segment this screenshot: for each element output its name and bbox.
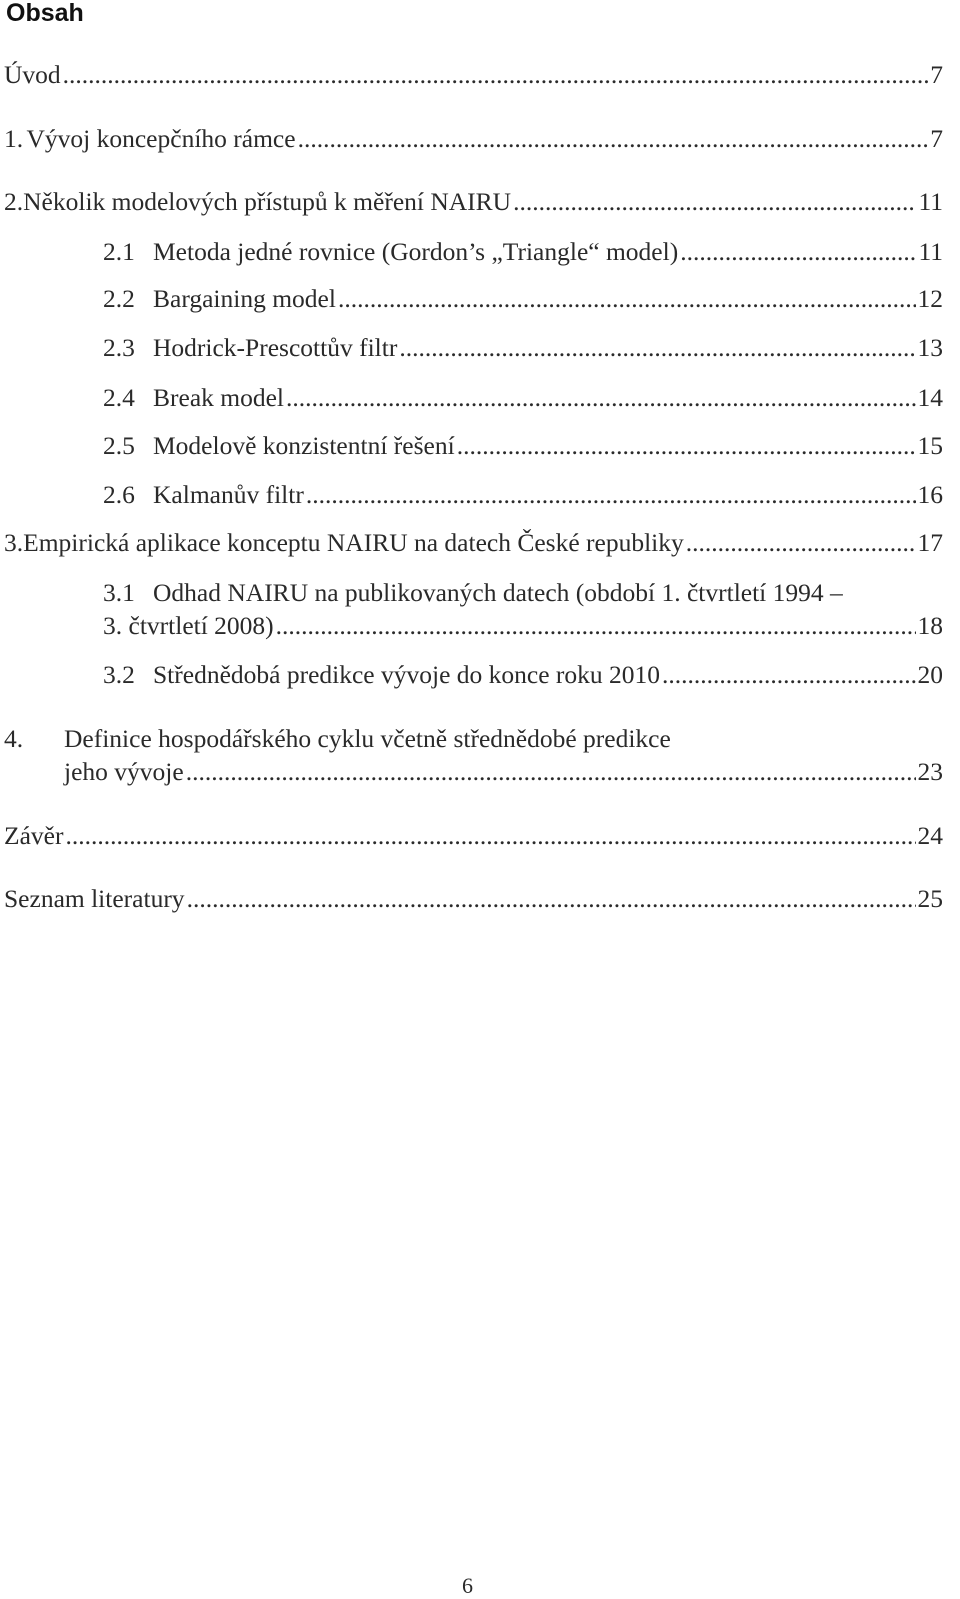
dot-leader (686, 528, 916, 558)
toc-entry-label: Empirická aplikace konceptu NAIRU na datech České republiky (23, 528, 684, 557)
toc-entry-zaver[interactable] (4, 821, 943, 851)
toc-entry-label: Střednědobá predikce vývoje do konce roku 2010 (153, 660, 661, 689)
toc-entry-page: 12 (917, 284, 943, 313)
dot-leader (306, 480, 916, 510)
toc-entry-number: 2.1 (103, 237, 135, 266)
page-title: Obsah (6, 0, 84, 27)
toc-entry-label: Kalmanův filtr (153, 480, 304, 509)
toc-entry-section-2-6[interactable] (103, 480, 943, 510)
toc-entry-label: Break model (153, 383, 284, 412)
toc-entry-label: Bargaining model (153, 284, 336, 313)
toc-entry-label: Odhad NAIRU na publikovaných datech (období 1. čtvrtletí 1994 – (153, 578, 843, 607)
toc-entry-number: 4. (4, 724, 24, 753)
page-number: 6 (462, 1573, 473, 1598)
dot-leader (187, 884, 916, 914)
toc-entry-label: Hodrick-Prescottův filtr (153, 333, 398, 362)
toc-entry-number: 2.4 (103, 383, 135, 412)
toc-entry-section-3-1[interactable] (103, 611, 943, 641)
dot-leader (186, 757, 916, 787)
toc-entry-uvod[interactable] (4, 60, 943, 90)
dot-leader (276, 611, 916, 641)
toc-entry-label: Několik modelových přístupů k měření NAIRU (23, 187, 512, 216)
dot-leader (65, 821, 915, 851)
toc-entry-page: 23 (917, 757, 943, 786)
toc-entry-section-2-5[interactable] (103, 431, 943, 461)
toc-entry-chapter-3[interactable] (4, 528, 943, 558)
toc-entry-page: 15 (917, 431, 943, 460)
dot-leader (513, 187, 916, 217)
toc-entry-page: 14 (917, 383, 943, 412)
toc-entry-number: 2. (4, 187, 24, 216)
toc-entry-page: 13 (917, 333, 943, 362)
toc-entry-label: Definice hospodářského cyklu včetně střednědobé predikce (64, 724, 671, 753)
dot-leader (338, 284, 916, 314)
dot-leader (662, 660, 915, 690)
toc-entry-number: 3.2 (103, 660, 135, 689)
toc-entry-chapter-4-line1[interactable] (4, 724, 671, 754)
dot-leader (399, 333, 915, 363)
dot-leader (63, 60, 929, 90)
toc-entry-number: 2.2 (103, 284, 135, 313)
toc-entry-chapter-2[interactable] (4, 187, 943, 217)
toc-entry-number: 1. (4, 124, 24, 153)
toc-entry-label: Závěr (4, 821, 64, 850)
toc-entry-number: 2.6 (103, 480, 135, 509)
toc-entry-page: 18 (917, 611, 943, 640)
toc-entry-section-2-1[interactable] (103, 237, 943, 267)
toc-entry-number: 3. (4, 528, 24, 557)
toc-entry-page: 20 (917, 660, 943, 689)
toc-entry-chapter-4[interactable] (64, 757, 943, 787)
toc-entry-section-2-4[interactable] (103, 383, 943, 413)
toc-entry-label: Metoda jedné rovnice (Gordon’s „Triangle“ model) (153, 237, 679, 266)
toc-entry-label: Seznam literatury (4, 884, 185, 913)
toc-entry-label-cont: jeho vývoje (64, 757, 184, 786)
toc-entry-number: 2.5 (103, 431, 135, 460)
dot-leader (298, 124, 929, 154)
toc-entry-page: 16 (917, 480, 943, 509)
toc-entry-number: 3.1 (103, 578, 135, 607)
toc-entry-chapter-1[interactable] (4, 124, 943, 154)
toc-entry-label: Modelově konzistentní řešení (153, 431, 455, 460)
toc-entry-label-cont: 3. čtvrtletí 2008) (103, 611, 274, 640)
toc-entry-page: 7 (930, 124, 943, 153)
toc-entry-section-2-3[interactable] (103, 333, 943, 363)
toc-entry-page: 11 (918, 237, 943, 266)
toc-entry-number: 2.3 (103, 333, 135, 362)
toc-entry-page: 7 (930, 60, 943, 89)
toc-entry-section-3-1-line1[interactable] (103, 578, 843, 608)
toc-entry-seznam-literatury[interactable] (4, 884, 943, 914)
toc-entry-section-3-2[interactable] (103, 660, 943, 690)
dot-leader (286, 383, 916, 413)
toc-entry-page: 24 (917, 821, 943, 850)
dot-leader (457, 431, 916, 461)
toc-entry-page: 25 (917, 884, 943, 913)
dot-leader (680, 237, 916, 267)
toc-entry-page: 17 (917, 528, 943, 557)
toc-entry-section-2-2[interactable] (103, 284, 943, 314)
toc-entry-label: Vývoj koncepčního rámce (26, 124, 296, 153)
toc-entry-page: 11 (918, 187, 943, 216)
toc-entry-label: Úvod (4, 60, 61, 89)
